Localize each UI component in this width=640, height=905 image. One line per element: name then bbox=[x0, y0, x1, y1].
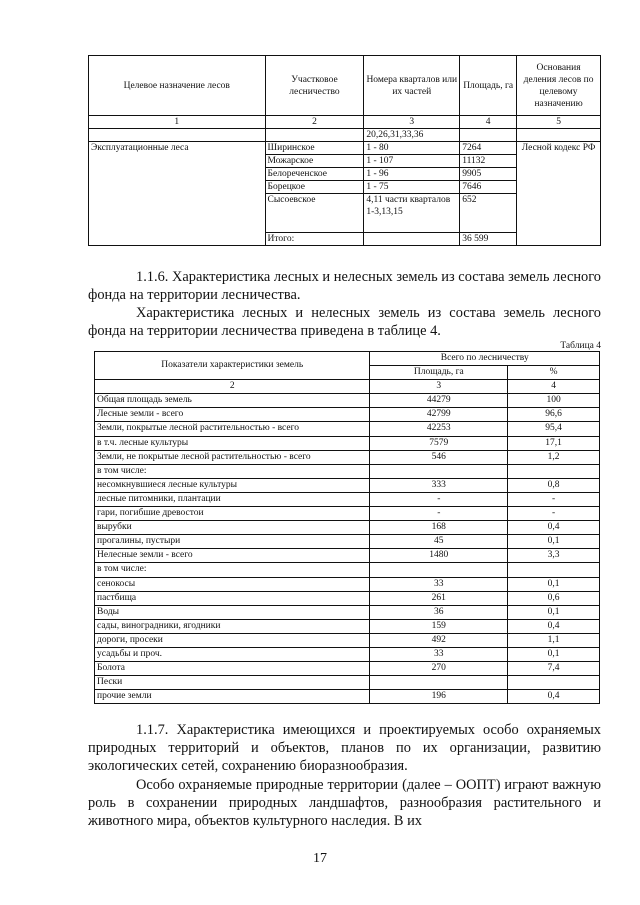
area-cell: 7646 bbox=[460, 181, 517, 194]
column-number-row bbox=[89, 116, 601, 129]
table-row bbox=[95, 577, 600, 591]
col-number: 2 bbox=[265, 116, 364, 129]
table-row bbox=[95, 549, 600, 563]
table-row bbox=[95, 605, 600, 619]
row-name: Воды bbox=[95, 605, 370, 619]
empty-cell bbox=[460, 129, 517, 142]
quarters-cell: 1 - 75 bbox=[364, 181, 460, 194]
section-116-heading bbox=[88, 268, 601, 304]
section-116-text-body: Характеристика лесных и нелесных земель из состава земель лесного фонда на территории лесничества приведена в таблице 4. bbox=[88, 305, 601, 339]
row-area: 159 bbox=[370, 619, 508, 633]
row-percent bbox=[508, 676, 600, 690]
col-number: 1 bbox=[89, 116, 266, 129]
section-116-text bbox=[88, 304, 601, 340]
row-area: - bbox=[370, 492, 508, 506]
quarters-cell: 1 - 107 bbox=[364, 155, 460, 168]
row-percent: 1,2 bbox=[508, 450, 600, 464]
empty-cell bbox=[265, 129, 364, 142]
table4-caption: Таблица 4 bbox=[560, 341, 601, 351]
row-percent: 0,4 bbox=[508, 619, 600, 633]
table-row bbox=[95, 436, 600, 450]
quarters-cell: 1 - 96 bbox=[364, 168, 460, 181]
header-quarters: Номера кварталов или их частей bbox=[364, 56, 460, 116]
table-row bbox=[95, 478, 600, 492]
row-name: прогалины, пустыри bbox=[95, 535, 370, 549]
empty-cell bbox=[517, 129, 601, 142]
forestry-cell: Борецкое bbox=[265, 181, 364, 194]
row-name: вырубки bbox=[95, 521, 370, 535]
row-area: 196 bbox=[370, 690, 508, 704]
col-number: 2 bbox=[95, 380, 370, 394]
row-percent: 1,1 bbox=[508, 633, 600, 647]
forest-purpose-table bbox=[88, 55, 601, 246]
section-117-text-body: Особо охраняемые природные территории (далее – ООПТ) играют важную роль в сохранении природных ландшафтов, разнообразия растительного и животного мира, объектов культурного наследия. В их bbox=[88, 777, 601, 829]
header-basis: Основания деления лесов по целевому назначению bbox=[517, 56, 601, 116]
table-row bbox=[95, 690, 600, 704]
row-percent: 0,4 bbox=[508, 521, 600, 535]
table-row bbox=[95, 619, 600, 633]
row-name: в том числе: bbox=[95, 464, 370, 478]
empty-cell bbox=[364, 233, 460, 246]
col-number: 5 bbox=[517, 116, 601, 129]
forestry-cell: Можарское bbox=[265, 155, 364, 168]
row-name: Лесные земли - всего bbox=[95, 408, 370, 422]
row-name: дороги, просеки bbox=[95, 633, 370, 647]
row-area: 7579 bbox=[370, 436, 508, 450]
table-row bbox=[95, 676, 600, 690]
row-area bbox=[370, 676, 508, 690]
row-percent: 95,4 bbox=[508, 422, 600, 436]
row-name: лесные питомники, плантации bbox=[95, 492, 370, 506]
total-area: 36 599 bbox=[460, 233, 517, 246]
row-area: 33 bbox=[370, 647, 508, 661]
row-area: 45 bbox=[370, 535, 508, 549]
header-forestry: Участковое лесничество bbox=[265, 56, 364, 116]
col-number: 4 bbox=[508, 380, 600, 394]
row-percent: 96,6 bbox=[508, 408, 600, 422]
row-percent: 0,4 bbox=[508, 690, 600, 704]
row-area: 492 bbox=[370, 633, 508, 647]
row-name: гари, погибшие древостои bbox=[95, 507, 370, 521]
row-percent: 3,3 bbox=[508, 549, 600, 563]
forestry-cell: Сысоевское bbox=[265, 194, 364, 233]
row-area: 42799 bbox=[370, 408, 508, 422]
row-percent: 0,1 bbox=[508, 577, 600, 591]
col-number: 3 bbox=[364, 116, 460, 129]
row-name: Земли, покрытые лесной растительностью - всего bbox=[95, 422, 370, 436]
row-area bbox=[370, 563, 508, 577]
row-area: 33 bbox=[370, 577, 508, 591]
empty-cell bbox=[89, 129, 266, 142]
row-percent: 0,1 bbox=[508, 605, 600, 619]
header-total: Всего по лесничеству bbox=[370, 352, 600, 366]
row-name: Пески bbox=[95, 676, 370, 690]
row-area: 261 bbox=[370, 591, 508, 605]
row-area: 546 bbox=[370, 450, 508, 464]
area-cell: 11132 bbox=[460, 155, 517, 168]
row-name: Нелесные земли - всего bbox=[95, 549, 370, 563]
row-name: Земли, не покрытые лесной растительностью - всего bbox=[95, 450, 370, 464]
row-percent bbox=[508, 563, 600, 577]
row-percent: - bbox=[508, 507, 600, 521]
header-area: Площадь, га bbox=[460, 56, 517, 116]
quarters-cell: 20,26,31,33,36 bbox=[364, 129, 460, 142]
table-row bbox=[95, 535, 600, 549]
table-row bbox=[95, 633, 600, 647]
row-area bbox=[370, 464, 508, 478]
forestry-cell: Белореченское bbox=[265, 168, 364, 181]
row-percent: 17,1 bbox=[508, 436, 600, 450]
table-row bbox=[89, 142, 601, 155]
row-percent: 0,8 bbox=[508, 478, 600, 492]
table-row bbox=[95, 647, 600, 661]
column-number-row bbox=[95, 380, 600, 394]
page-number: 17 bbox=[313, 851, 327, 866]
table-row bbox=[95, 507, 600, 521]
table-header-row bbox=[95, 352, 600, 366]
row-area: 1480 bbox=[370, 549, 508, 563]
row-name: несомкнувшиеся лесные культуры bbox=[95, 478, 370, 492]
row-area: 168 bbox=[370, 521, 508, 535]
table-row bbox=[95, 591, 600, 605]
row-name: сады, виноградники, ягодники bbox=[95, 619, 370, 633]
row-percent: 100 bbox=[508, 394, 600, 408]
header-percent: % bbox=[508, 366, 600, 380]
row-name: усадьбы и проч. bbox=[95, 647, 370, 661]
quarters-cell: 1 - 80 bbox=[364, 142, 460, 155]
row-name: Общая площадь земель bbox=[95, 394, 370, 408]
table-row bbox=[95, 450, 600, 464]
row-name: в т.ч. лесные культуры bbox=[95, 436, 370, 450]
row-area: 36 bbox=[370, 605, 508, 619]
area-cell: 7264 bbox=[460, 142, 517, 155]
row-percent: 0,6 bbox=[508, 591, 600, 605]
table-row bbox=[95, 662, 600, 676]
section-116-heading-text: 1.1.6. Характеристика лесных и нелесных земель из состава земель лесного фонда на территории лесничества. bbox=[88, 269, 601, 303]
quarters-cell: 4,11 части кварталов 1-3,13,15 bbox=[364, 194, 460, 233]
row-area: 42253 bbox=[370, 422, 508, 436]
row-percent bbox=[508, 464, 600, 478]
header-indicator: Показатели характеристики земель bbox=[95, 352, 370, 380]
row-name: сенокосы bbox=[95, 577, 370, 591]
table-row bbox=[95, 408, 600, 422]
col-number: 3 bbox=[370, 380, 508, 394]
col-number: 4 bbox=[460, 116, 517, 129]
section-117-heading bbox=[88, 721, 601, 775]
row-name: в том числе: bbox=[95, 563, 370, 577]
row-area: - bbox=[370, 507, 508, 521]
forestry-cell: Ширинское bbox=[265, 142, 364, 155]
row-percent: 7,4 bbox=[508, 662, 600, 676]
row-name: пастбища bbox=[95, 591, 370, 605]
table-row bbox=[95, 464, 600, 478]
table-row bbox=[95, 521, 600, 535]
row-percent: 0,1 bbox=[508, 535, 600, 549]
row-area: 44279 bbox=[370, 394, 508, 408]
table-header-row bbox=[89, 56, 601, 116]
header-purpose: Целевое назначение лесов bbox=[89, 56, 266, 116]
row-name: прочие земли bbox=[95, 690, 370, 704]
table-row bbox=[95, 492, 600, 506]
row-percent: - bbox=[508, 492, 600, 506]
area-cell: 9905 bbox=[460, 168, 517, 181]
basis-cell: Лесной кодекс РФ bbox=[517, 142, 601, 246]
row-percent: 0,1 bbox=[508, 647, 600, 661]
total-label: Итого: bbox=[265, 233, 364, 246]
table-row bbox=[95, 394, 600, 408]
purpose-cell: Эксплуатационные леса bbox=[89, 142, 266, 246]
table-row bbox=[89, 129, 601, 142]
row-area: 333 bbox=[370, 478, 508, 492]
land-characteristics-table bbox=[94, 351, 600, 704]
header-area: Площадь, га bbox=[370, 366, 508, 380]
section-117-text bbox=[88, 776, 601, 830]
section-117-heading-text: 1.1.7. Характеристика имеющихся и проектируемых особо охраняемых природных территорий и объектов, планов по их организации, развитию экологических сетей, сохранению биоразнообразия. bbox=[88, 722, 601, 774]
row-area: 270 bbox=[370, 662, 508, 676]
area-cell: 652 bbox=[460, 194, 517, 233]
table-row bbox=[95, 563, 600, 577]
row-name: Болота bbox=[95, 662, 370, 676]
table-row bbox=[95, 422, 600, 436]
